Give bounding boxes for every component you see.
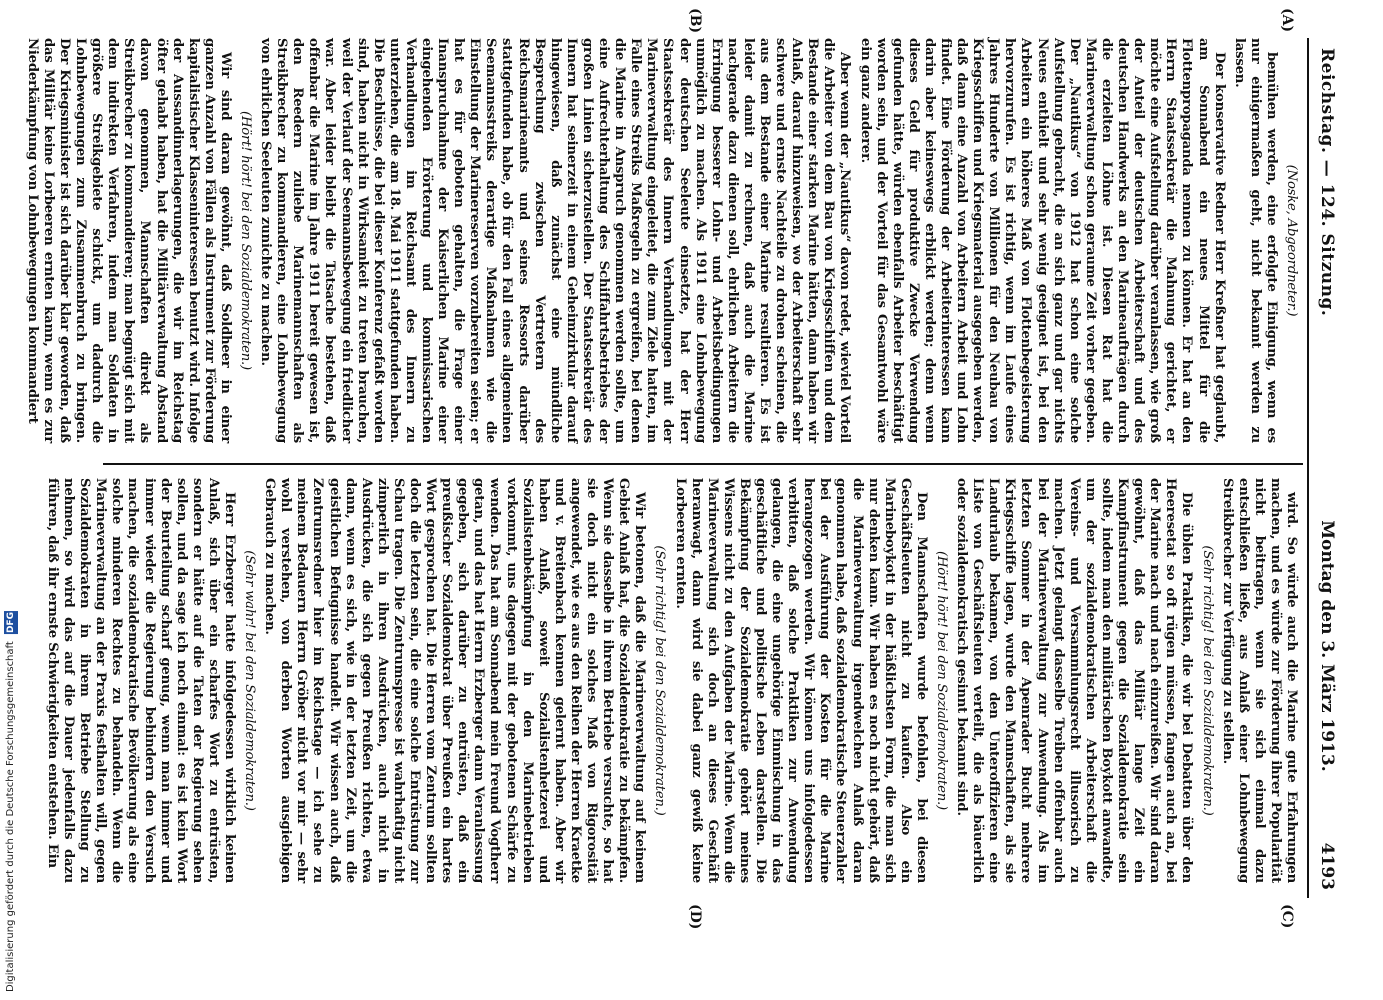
- margin-marker-b: (B): [687, 8, 703, 34]
- margin-marker-d: (D): [687, 904, 703, 930]
- header-session: Reichstag. — 124. Sitzung.: [1317, 48, 1337, 317]
- paragraph: (Hört! hört! bei den Sozialdemokraten.): [238, 111, 253, 370]
- paragraph: bemühen werden, eine erfolgte Einigung, wenn es nur einigermaßen geht, nicht bekannt werden zu lassen.: [1231, 38, 1279, 443]
- paragraph: Wir betonen, daß die Marineverwaltung auf keinem Gebiet Anlaß hat, die Sozialdemokratie zu bekämpfen. Wenn sie dasselbe in ihrem Betriebe versuchte, so hat sie doch nicht ein solches Maß von Rigorosität angewendet, wie es aus den Reihen der Herren Kraetke und v. Breitenbach kennen gelernt haben. Aber wir haben Anlaß, soweit Sozialistenhetzerei und Sozialistenbekämpfung in den Marinebetrieben vorkommt, uns dagegen mit der gebotenen Schärfe zu wenden. Das hat am Sonnabend mein Freund Vogtherr getan, und das hat Herrn Erzberger dann Veranlassung gegeben, sich darüber zu entrüsten, daß ein preußischer Sozialdemokrat über Preußen ein hartes Wort gesprochen hat. Die Herren vom Zentrum sollten doch die letzten sein, die eine solche Entrüstung zur Schau tragen. Die Zentrumspresse ist wahrhaftig nicht zimperlich in ihren Ausdrücken, auch nicht in Ausdrücken, die sich gegen Preußen richten, etwa dann, wenn es sich, wie in der letzten Zeit, um die geistlichen Befugnisse handelt. Wir wissen auch, daß Zentrumsredner hier im Reichstage — ich sehe zu meinem Bedauern Herrn Gröber nicht vor mir — sehr wohl verstehen, von derben Worten ausgiebigen Gebrauch zu machen.: [262, 478, 648, 883]
- left-column: [24, 38, 1299, 443]
- margin-marker-a: (A): [1279, 8, 1295, 33]
- page-header: [1307, 38, 1343, 898]
- paragraph: Herr Erzberger hatte infolgedessen wirklich keinen Anlaß, sich über ein scharfes Wort zu entrüsten, sondern er hätte auf die Taten der Regierung sehen sollen, und da sage ich noch einmal: es ist kein Wort der Beurteilung scharf genug, wenn man immer und immer wieder die Regierung behindern den Versuch machen, die sozialdemokratische Bevölkerung als eine solche minderen Rechtes zu behandeln. Wenn die Marineverwaltung an der Praxis festhalten will, gegen Sozialdemokraten in ihrem Betriebe Stellung zu nehmen, so wird das auf die Dauer jedenfalls dazu führen, daß ihr ernste Schwierigkeiten entstehen. Ein: [44, 478, 237, 883]
- page-body: [24, 8, 1343, 930]
- paragraph: Die üblen Praktiken, die wir bei Debatten über den Heeresetat so oft rügen müssen, fangen auch an, bei der Marine nach und nach einzureißen. Wir sind daran gewöhnt, daß das Militär lange Zeit ein Kampfinstrument gegen die Sozialdemokratie sein sollte, indem man den militärischen Boykott anwandte, um der sozialdemokratischen Arbeiterschaft die Vereins- und Versammlungsrecht illusorisch zu machen. Jetzt gelangt dasselbe Treiben offenbar auch bei der Marineverwaltung zur Anwendung. Als im letzten Sommer in der Apenrader Bucht mehrere Kriegsschiffe lagen, wurde den Mannschaften, als sie Landurlaub bekamen, von den Unteroffizieren eine Liste von Geschäftsleuten verteilt, die als bäuerlich oder sozialdemokratisch gesinnt bekannt sind.: [954, 478, 1195, 883]
- digitization-credit: [4, 611, 18, 992]
- paragraph: Der konservative Redner Herr Kreßner hat geglaubt, am Sonnabend ein neues Mittel für die Flottenpropaganda nennen zu können. Er hat an den Herrn Staatssekretär die Mahnung gerichtet, er möchte eine Aufstellung darüber veranlassen, wie groß der Anteil der deutschen Arbeiterschaft und des deutschen Handwerks an den Marineaufträgen durch die erzielten Löhne ist. Diesen Rat hat die Marineverwaltung schon geraume Zeit vorher gegeben. Der „Nautikus“ von 1912 hat schon eine solche Aufstellung gebracht, die an sich ganz und gar nichts Neues enthielt und sehr wenig geeignet ist, bei den Arbeitern ein höheres Maß von Flottenbegeisterung hervorzurufen. Es ist richtig, wenn im Laufe eines Jahres Hunderte von Millionen für den Neubau von Kriegsschiffen und Kriegsmaterial ausgegeben werden, daß dann eine Anzahl von Arbeitern Arbeit und Lohn findet. Eine Förderung der Arbeiterinteressen kann darin aber keineswegs erblickt werden; denn wenn dieses Geld für produktive Zwecke Verwendung gefunden hätte, würden ebenfalls Arbeiter beschäftigt worden sein, und der Vorteil für das Gesamtwohl wäre ein ganz anderer.: [857, 38, 1227, 443]
- paragraph: (Sehr richtig! bei den Sozialdemokraten.): [1199, 545, 1215, 816]
- paragraph: Den Mannschaften wurde befohlen, bei diesen Geschäftsleuten nicht zu kaufen. Also ein Marineboykott in der häßlichsten Form, die man sich nur denken kann. Wir haben es noch nicht gehört, daß die Marineverwaltung irgendwelchen Anlaß daran genommen habe, daß sozialdemokratische Steuerzahler bei der Ausführung der Kosten für die Marine herangezogen werden. Wir können uns infolgedessen verbitten, daß solche Praktiken zur Anwendung gelangen, die eine ungehörige Einmischung in das geschäftliche und politische Leben darstellen. Die Bekämpfung der Sozialdemokratie gehört meines Wissens nicht zu den Aufgaben der Marine. Wenn die Marineverwaltung sich doch an dieses Geschäft heranwagt, dann wird sie dabei ganz gewiß keine Lorbeeren ernten.: [672, 478, 929, 883]
- credit-text: Digitalisierung gefördert durch die Deutsche Forschungsgemeinschaft: [5, 641, 16, 992]
- paragraph: Aber wenn der „Nautikus“ davon redet, wieviel Vorteil die Arbeiter von dem Bau von Kriegsschiffen und dem Bestande einer starken Marine hätten, dann haben wir Anlaß, darauf hinzuweisen, wo der Arbeiterschaft sehr schwere und ernste Nachteile zu drohen scheinen, die aus dem Bestande einer Marine resultieren. Es ist leider damit zu rechnen, daß auch die Marine nachgerade dazu dienen soll, ehrlichen Arbeitern die Erringung besserer Lohn- und Arbeitsbedingungen unmöglich zu machen. Als 1911 eine Lohnbewegung der deutschen Seeleute einsetzte, hat der Herr Staatssekretär des Innern Verhandlungen mit der Marineverwaltung eingeleitet, die zum Ziele hatten, im Falle eines Streiks Maßregeln zu ergreifen, bei denen die Marine in Anspruch genommen werden sollte, um eine Aufrechterhaltung des Schiffahrtsbetriebes der großen Linien sicherzustellen. Der Staatssekretär des Innern hat seinerzeit in einem Geheimzirkular darauf hingewiesen, daß zunächst eine mündliche Besprechung zwischen Vertretern des Reichsmarineamts und seines Ressorts darüber stattgefunden habe, ob für den Fall eines allgemeinen Seemannsstreiks derartige Maßnahmen wie die Einstellung der Marinereserven vorzubereiten seien; er hat es für geboten gehalten, die Frage einer Inanspruchnahme der Kaiserlichen Marine einer eingehenden Erörterung und kommissarischen Verhandlungen im Reichsamt des Innern zu unterziehen, die am 18. Mai 1911 stattgefunden haben. Die Beschlüsse, die bei dieser Konferenz gefaßt worden sind, haben nicht in Wirksamkeit zu treten brauchen, weil der Verlauf der Seemannsbewegung ein friedlicher war. Aber leider bleibt die Tatsache bestehen, daß offenbar die Marine im Jahre 1911 bereit gewesen ist, den Reedern zuliebe Marinemannschaften als Streikbrecher zu kommandieren, eine Lohnbewegung von ehrlichen Seeleuten zunichte zu machen.: [258, 38, 853, 443]
- paragraph: (Sehr richtig! bei den Sozialdemokraten.): [652, 545, 668, 816]
- column-divider: [103, 463, 1303, 465]
- paragraph: (Noske, Abgeordneter.): [1284, 164, 1299, 317]
- header-date: Montag den 3. März 1913.: [1317, 520, 1337, 772]
- dfg-logo: DFG: [6, 611, 16, 633]
- paragraph: wird. So würde auch die Marine gute Erfahrungen machen, und es würde zur Förderung ihrer Popularität nicht beitragen, wenn sie sich einmal dazu entschließen ließe, aus Anlaß einer Lohnbewegung Streikbrecher zur Verfügung zu stellen.: [1219, 478, 1299, 883]
- margin-marker-c: (C): [1279, 904, 1295, 929]
- paragraph: (Sehr wahr! bei den Sozialdemokraten.): [242, 550, 258, 811]
- page-number: 4193: [1317, 842, 1337, 890]
- paragraph: Wir sind daran gewöhnt, daß Soldheer in einer ganzen Anzahl von Fällen als Instrument zur Förderung kapitalistischer Klasseninteressen benutzt wird. Infolge der Aussandinnerlagerungen, die wir im Reichstag öfter gehabt haben, hat die Militärverwaltung Abstand davon genommen, Mannschaften direkt als Streikbrecher zu kommandieren; man begnügt sich mit dem indirekten Verfahren, indem man Soldaten in größere Streikgebiete schickt, um dadurch die Lohnbewegungen zum Zusammenbruch zu bringen. Der Kriegsminister ist sich darüber klar geworden, daß das Militär keine Lorbeeren ernten kann, wenn es zur Niederkämpfung von Lohnbewegungen kommandiert: [24, 38, 233, 443]
- paragraph: (Hört! hört! bei den Sozialdemokraten.): [934, 551, 950, 810]
- right-column: [44, 478, 1299, 883]
- header-date-page: [1317, 520, 1337, 890]
